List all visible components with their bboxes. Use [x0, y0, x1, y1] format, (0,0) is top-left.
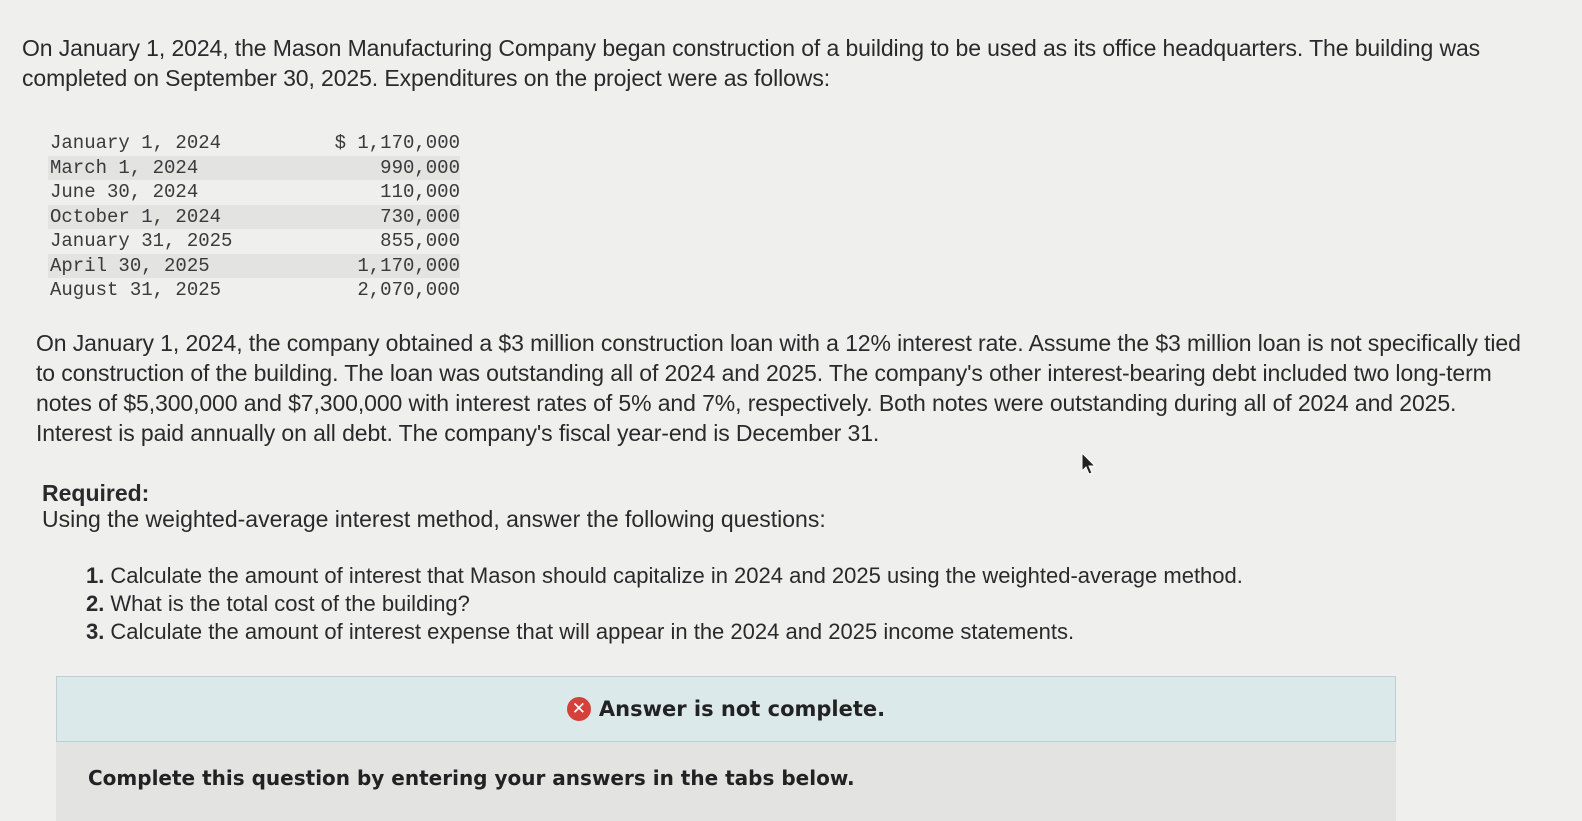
expenditure-date: January 1, 2024 [50, 132, 222, 154]
question-text: Calculate the amount of interest that Mason should capitalize in 2024 and 2025 using the weighted-average method. [110, 563, 1243, 588]
expenditures-table [48, 131, 460, 303]
table-row [48, 229, 460, 254]
table-row [48, 156, 460, 181]
expenditure-date: October 1, 2024 [48, 205, 312, 230]
x-circle-icon: ✕ [567, 697, 591, 721]
table-row [48, 180, 460, 205]
list-item [86, 562, 1243, 590]
mouse-pointer-icon [1080, 452, 1098, 476]
table-row [48, 254, 460, 279]
panel-instructions: Complete this question by entering your answers in the tabs below. [88, 766, 855, 790]
expenditure-date: January 31, 2025 [50, 230, 233, 252]
answer-status-banner [56, 676, 1396, 742]
question-text: What is the total cost of the building? [110, 591, 470, 616]
table-row [48, 131, 460, 156]
expenditure-amount: 2,070,000 [357, 279, 460, 301]
question-number: 2. [86, 591, 105, 616]
expenditure-date: August 31, 2025 [50, 279, 222, 301]
list-item [86, 618, 1243, 646]
table-row [48, 278, 460, 303]
required-heading: Required: [42, 480, 150, 506]
answer-panel [56, 742, 1396, 821]
expenditure-amount: 855,000 [380, 230, 460, 252]
expenditure-amount: 990,000 [312, 156, 460, 181]
question-number: 1. [86, 563, 105, 588]
expenditure-date: June 30, 2024 [50, 181, 199, 203]
list-item [86, 590, 1243, 618]
loan-paragraph: On January 1, 2024, the company obtained a $3 million construction loan with a 12% interest rate. Assume the $3 million loan is not specifically tied to construction of the building. The loan was outstanding all of 2024 and 2025. The company's other interest-bearing debt included two long-term notes of $5,300,000 and $7,300,000 with interest rates of 5% and 7%, respectively. Both notes were outstanding during all of 2024 and 2025. Interest is paid annually on all debt. The company's fiscal year-end is December 31. [36, 330, 1521, 446]
question-text: Calculate the amount of interest expense that will appear in the 2024 and 2025 income statements. [110, 619, 1075, 644]
table-row [48, 205, 460, 230]
expenditure-date: April 30, 2025 [48, 254, 312, 279]
question-number: 3. [86, 619, 105, 644]
expenditure-amount: $ 1,170,000 [334, 132, 460, 154]
expenditure-amount: 110,000 [380, 181, 460, 203]
expenditure-amount: 1,170,000 [312, 254, 460, 279]
required-instructions: Using the weighted-average interest method, answer the following questions: [42, 506, 826, 532]
expenditure-amount: 730,000 [312, 205, 460, 230]
expenditure-date: March 1, 2024 [48, 156, 312, 181]
intro-paragraph: On January 1, 2024, the Mason Manufacturing Company began construction of a building to be used as its office headquarters. The building was completed on September 30, 2025. Expenditures on the project were as follows: [22, 35, 1481, 91]
status-message: Answer is not complete. [598, 697, 886, 721]
question-list [86, 562, 1243, 646]
